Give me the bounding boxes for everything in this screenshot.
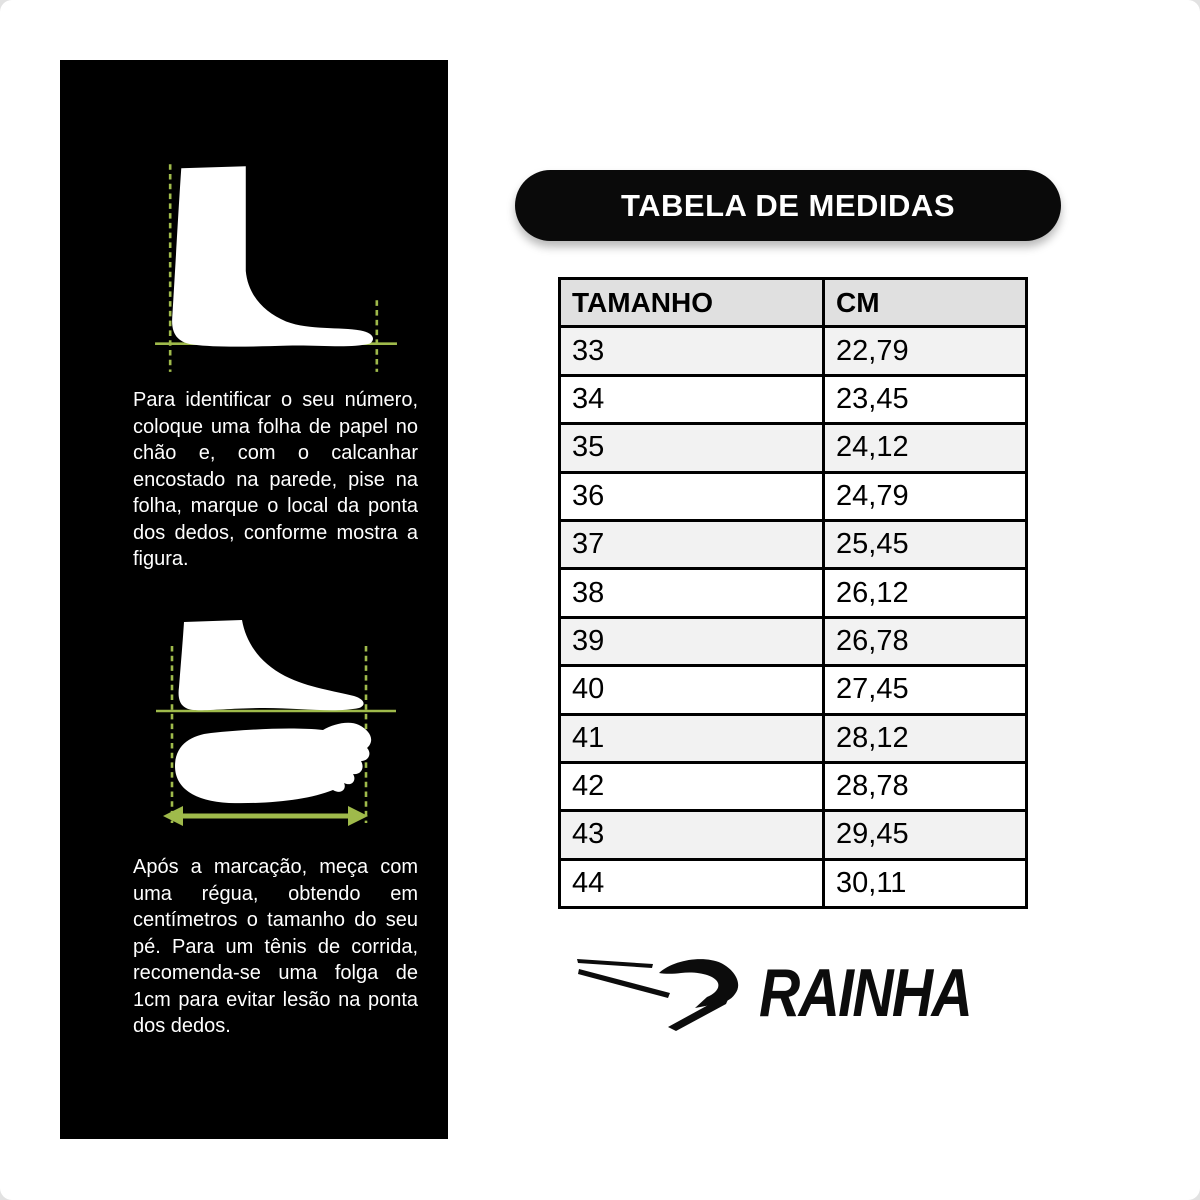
table-row [560, 666, 1027, 714]
rainha-swoosh-icon [577, 956, 742, 1032]
size-cell: 35 [560, 424, 824, 472]
instruction-paragraph-1: Para identificar o seu número, coloque uma folha de papel no chão e, com o calcanhar encostado na parede, pise na folha, marque o local da ponta dos dedos, conforme mostra a figura. [133, 389, 418, 570]
brand-logo [577, 956, 1011, 1036]
size-cell: 40 [560, 666, 824, 714]
cm-cell: 26,78 [824, 617, 1027, 665]
table-row [560, 811, 1027, 859]
size-cell: 37 [560, 520, 824, 568]
cm-cell: 22,79 [824, 327, 1027, 375]
table-row [560, 859, 1027, 907]
cm-cell: 28,12 [824, 714, 1027, 762]
table-row [560, 569, 1027, 617]
table-row [560, 472, 1027, 520]
size-cell: 34 [560, 375, 824, 423]
size-cell: 43 [560, 811, 824, 859]
size-cell: 36 [560, 472, 824, 520]
cm-cell: 26,12 [824, 569, 1027, 617]
foot-length-measure-icon [148, 606, 400, 860]
cm-cell: 24,12 [824, 424, 1027, 472]
table-row [560, 375, 1027, 423]
foot-side-measure-icon [148, 156, 400, 373]
table-row [560, 327, 1027, 375]
cm-cell: 23,45 [824, 375, 1027, 423]
size-chart-title-pill [515, 170, 1061, 241]
table-row [560, 762, 1027, 810]
instruction-paragraph-2: Após a marcação, meça com uma régua, obtendo em centímetros o tamanho do seu pé. Para um tênis de corrida, recomenda-se uma folga de 1cm para evitar lesão na ponta dos dedos. [133, 856, 418, 1037]
table-row [560, 714, 1027, 762]
cm-cell: 27,45 [824, 666, 1027, 714]
cm-cell: 25,45 [824, 520, 1027, 568]
cm-cell: 30,11 [824, 859, 1027, 907]
cm-cell: 28,78 [824, 762, 1027, 810]
size-chart-title: TABELA DE MEDIDAS [621, 187, 955, 223]
column-header-cm: CM [824, 279, 1027, 327]
size-cell: 44 [560, 859, 824, 907]
cm-cell: 29,45 [824, 811, 1027, 859]
size-cell: 33 [560, 327, 824, 375]
size-cell: 41 [560, 714, 824, 762]
table-header-row [560, 279, 1027, 327]
table-row [560, 424, 1027, 472]
table-row [560, 617, 1027, 665]
cm-cell: 24,79 [824, 472, 1027, 520]
size-cell: 39 [560, 617, 824, 665]
table-row [560, 520, 1027, 568]
size-cell: 38 [560, 569, 824, 617]
size-chart-table [558, 277, 1028, 909]
column-header-tamanho: TAMANHO [560, 279, 824, 327]
measurement-instructions-panel [60, 60, 448, 1139]
brand-wordmark: RAINHA [759, 955, 972, 1031]
size-cell: 42 [560, 762, 824, 810]
